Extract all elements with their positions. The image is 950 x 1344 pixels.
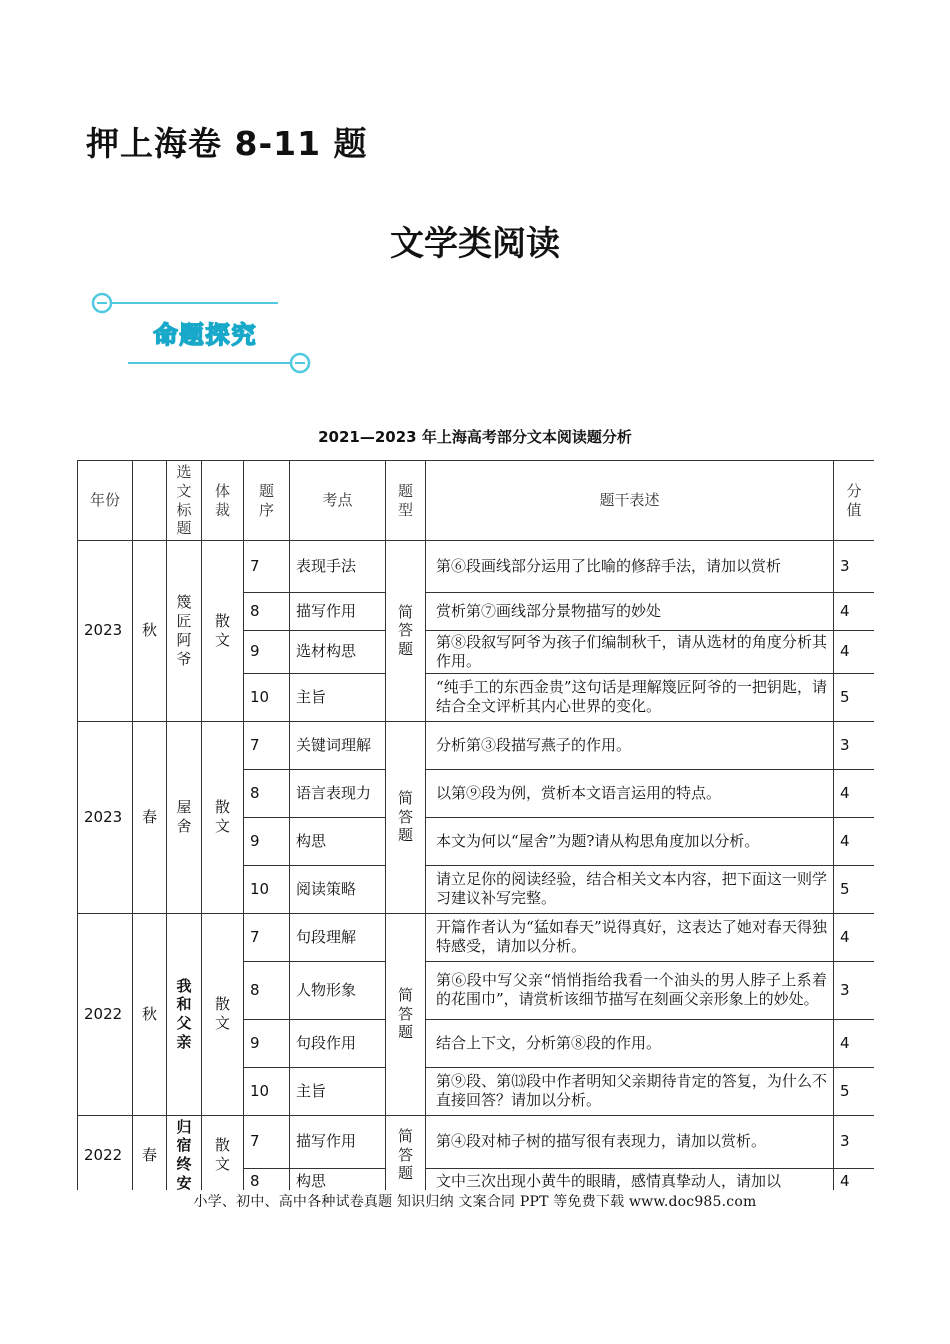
table-body [78, 541, 875, 1191]
table-caption: 2021—2023 年上海高考部分文本阅读题分析 [318, 428, 632, 446]
number-cell: 7 [244, 913, 290, 961]
number-cell: 9 [244, 817, 290, 865]
analysis-table-wrapper [77, 460, 874, 1190]
page-footer: 小学、初中、高中各种试卷真题 知识归纳 文案合同 PPT 等免费下载 www.doc985.com [193, 1194, 757, 1210]
genre-cell: 散文 [202, 1115, 244, 1190]
point-cell: 选材构思 [290, 631, 386, 674]
stem-cell: 请立足你的阅读经验，结合相关文本内容，把下面这一则学习建议补写完整。 [426, 865, 834, 913]
stem-cell: 结合上下文，分析第⑧段的作用。 [426, 1019, 834, 1067]
point-cell: 阅读策略 [290, 865, 386, 913]
section-title: 文学类阅读 [390, 224, 560, 264]
type-cell: 简答题 [386, 541, 426, 722]
table-header-row [78, 461, 875, 541]
score-cell: 4 [834, 817, 875, 865]
number-cell: 8 [244, 1168, 290, 1190]
table-row [78, 1115, 875, 1168]
table-row [78, 541, 875, 593]
type-cell: 简答题 [386, 913, 426, 1115]
number-cell: 9 [244, 1019, 290, 1067]
point-cell: 描写作用 [290, 593, 386, 631]
genre-cell: 散文 [202, 721, 244, 913]
stem-cell: “纯手工的东西金贵”这句话是理解篾匠阿爷的一把钥匙，请结合全文评析其内心世界的变化。 [426, 673, 834, 721]
stem-cell: 第⑥段中写父亲“悄悄指给我看一个油头的男人脖子上系着的花围巾”，请赏析该细节描写在刻画父亲形象上的妙处。 [426, 961, 834, 1019]
number-cell: 9 [244, 631, 290, 674]
number-cell: 7 [244, 541, 290, 593]
score-cell: 4 [834, 1019, 875, 1067]
score-cell: 3 [834, 961, 875, 1019]
header-stem: 题干表述 [426, 461, 834, 541]
point-cell: 人物形象 [290, 961, 386, 1019]
point-cell: 主旨 [290, 673, 386, 721]
score-cell: 4 [834, 1168, 875, 1190]
season-cell: 春 [133, 721, 167, 913]
score-cell: 4 [834, 631, 875, 674]
year-cell: 2023 [78, 721, 133, 913]
year-cell: 2022 [78, 1115, 133, 1190]
season-cell: 秋 [133, 541, 167, 722]
stem-cell: 开篇作者认为“猛如春天”说得真好，这表达了她对春天得独特感受，请加以分析。 [426, 913, 834, 961]
score-cell: 4 [834, 913, 875, 961]
stem-cell: 第⑨段、第⒀段中作者明知父亲期待肯定的答复，为什么不直接回答？请加以分析。 [426, 1067, 834, 1115]
number-cell: 8 [244, 769, 290, 817]
score-cell: 3 [834, 721, 875, 769]
number-cell: 8 [244, 593, 290, 631]
badge-label: 命题探究 [153, 321, 258, 349]
title-cell: 屋舍 [167, 721, 202, 913]
header-title: 选文标题 [167, 461, 202, 541]
season-cell: 秋 [133, 913, 167, 1115]
header-genre: 体裁 [202, 461, 244, 541]
point-cell: 构思 [290, 817, 386, 865]
score-cell: 5 [834, 1067, 875, 1115]
point-cell: 主旨 [290, 1067, 386, 1115]
point-cell: 语言表现力 [290, 769, 386, 817]
number-cell: 7 [244, 721, 290, 769]
number-cell: 10 [244, 673, 290, 721]
score-cell: 3 [834, 541, 875, 593]
point-cell: 关键词理解 [290, 721, 386, 769]
year-cell: 2023 [78, 541, 133, 722]
type-cell: 简答题 [386, 1115, 426, 1190]
score-cell: 4 [834, 593, 875, 631]
point-cell: 构思 [290, 1168, 386, 1190]
table-row [78, 721, 875, 769]
title-cell: 我和父亲 [167, 913, 202, 1115]
header-season [133, 461, 167, 541]
point-cell: 表现手法 [290, 541, 386, 593]
header-year: 年份 [78, 461, 133, 541]
stem-cell: 文中三次出现小黄牛的眼睛，感情真挚动人，请加以 [426, 1168, 834, 1190]
genre-cell: 散文 [202, 913, 244, 1115]
season-cell: 春 [133, 1115, 167, 1190]
stem-cell: 第⑧段叙写阿爷为孩子们编制秋千，请从选材的角度分析其作用。 [426, 631, 834, 674]
stem-cell: 本文为何以“屋舍”为题?请从构思角度加以分析。 [426, 817, 834, 865]
title-cell: 篾匠阿爷 [167, 541, 202, 722]
score-cell: 5 [834, 673, 875, 721]
page-title: 押上海卷 8-11 题 [86, 124, 368, 163]
header-point: 考点 [290, 461, 386, 541]
stem-cell: 以第⑨段为例，赏析本文语言运用的特点。 [426, 769, 834, 817]
genre-cell: 散文 [202, 541, 244, 722]
score-cell: 4 [834, 769, 875, 817]
stem-cell: 第⑥段画线部分运用了比喻的修辞手法，请加以赏析 [426, 541, 834, 593]
type-cell: 简答题 [386, 721, 426, 913]
header-score: 分值 [834, 461, 875, 541]
stem-cell: 第④段对柿子树的描写很有表现力，请加以赏析。 [426, 1115, 834, 1168]
point-cell: 句段理解 [290, 913, 386, 961]
point-cell: 描写作用 [290, 1115, 386, 1168]
year-cell: 2022 [78, 913, 133, 1115]
score-cell: 3 [834, 1115, 875, 1168]
score-cell: 5 [834, 865, 875, 913]
header-type: 题型 [386, 461, 426, 541]
point-cell: 句段作用 [290, 1019, 386, 1067]
analysis-table [77, 460, 874, 1190]
number-cell: 8 [244, 961, 290, 1019]
topic-badge [88, 287, 323, 379]
table-row [78, 913, 875, 961]
number-cell: 10 [244, 1067, 290, 1115]
header-number: 题序 [244, 461, 290, 541]
stem-cell: 赏析第⑦画线部分景物描写的妙处 [426, 593, 834, 631]
stem-cell: 分析第③段描写燕子的作用。 [426, 721, 834, 769]
number-cell: 10 [244, 865, 290, 913]
number-cell: 7 [244, 1115, 290, 1168]
title-cell: 归宿终安 [167, 1115, 202, 1190]
